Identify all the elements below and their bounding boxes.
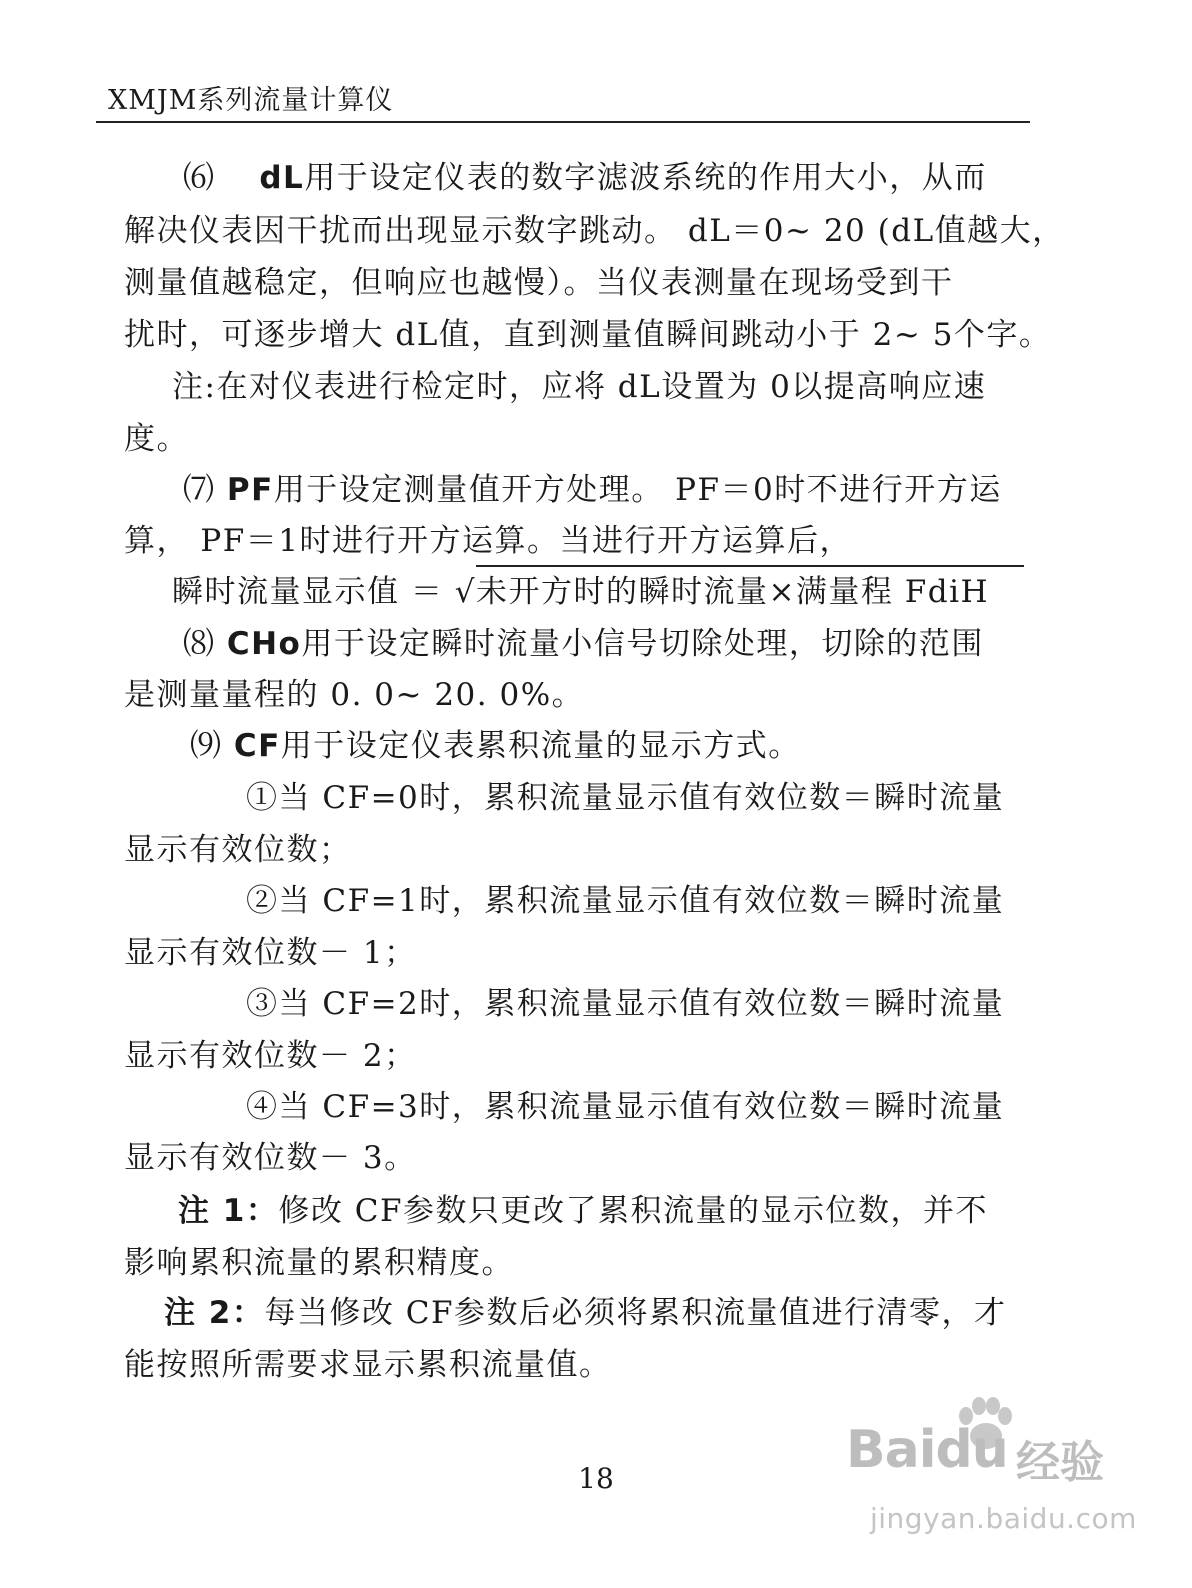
watermark-url: jingyan.baidu.com [870,1502,1137,1535]
text-run: ①当 CF=0时，累积流量显示值有效位数＝瞬时流量 [246,780,1005,816]
text-line [124,419,189,459]
text-line [246,778,1004,818]
bold-term: 注 1： [178,1193,279,1229]
bold-term: 注 2： [164,1295,265,1331]
text-line [246,881,1004,921]
text-run: ③当 CF=2时，累积流量显示值有效位数＝瞬时流量 [246,986,1005,1022]
text-run: ④当 CF=3时，累积流量显示值有效位数＝瞬时流量 [246,1089,1005,1125]
text-run: 每当修改 CF参数后必须将累积流量值进行清零，才 [264,1295,1007,1331]
text-line [183,470,1002,510]
text-line [183,158,987,198]
text-line [164,1293,1006,1333]
text-run: 显示有效位数－ 3。 [124,1140,417,1176]
text-run: ②当 CF=1时，累积流量显示值有效位数＝瞬时流量 [246,883,1005,919]
text-run: 显示有效位数； [124,832,352,868]
text-run: 修改 CF参数只更改了累积流量的显示位数，并不 [278,1193,988,1229]
text-run: 度。 [124,421,189,457]
text-line [124,521,852,561]
page-header-title: XMJM系列流量计算仪 [108,85,394,116]
text-line [124,675,584,715]
text-run: 用于设定仪表的数字滤波系统的作用大小，从而 [304,160,987,196]
watermark-logo: Baidu [846,1420,1008,1480]
text-run: ⑺ [183,472,227,508]
bold-term: dL [259,160,305,196]
text-line [124,1345,612,1385]
text-run: 能按照所需要求显示累积流量值。 [124,1347,612,1383]
text-line [124,315,1051,355]
bold-term: PF [226,472,274,508]
text-line [178,1191,988,1231]
text-run: 扰时，可逐步增大 dL值，直到测量值瞬间跳动小于 2~ 5个字。 [124,317,1052,353]
text-line [124,830,352,870]
text-line [124,211,1065,251]
text-run: 用于设定瞬时流量小信号切除处理，切除的范围 [301,626,984,662]
text-line [190,726,801,766]
bold-term: CHo [226,626,302,662]
text-line [183,624,984,664]
text-run: ⑹ [183,160,260,196]
text-run: ⑼ [190,728,234,764]
baidu-watermark [830,1392,1137,1562]
text-line [124,263,954,303]
text-run: 显示有效位数－ 2； [124,1038,417,1074]
text-line [246,1087,1004,1127]
page-number: 18 [578,1462,614,1495]
text-run: 测量值越稳定，但响应也越慢）。当仪表测量在现场受到干 [124,265,954,301]
text-run: 解决仪表因干扰而出现显示数字跳动。 dL＝0~ 20 (dL值越大， [124,213,1065,249]
bold-term: CF [233,728,281,764]
text-run: ⑻ [183,626,227,662]
text-run: 瞬时流量显示值 ＝ √未开方时的瞬时流量×满量程 FdiH [172,574,990,610]
text-line [172,572,989,612]
text-run: 显示有效位数－ 1； [124,935,417,971]
text-line [124,933,417,973]
text-run: 影响累积流量的累积精度。 [124,1245,514,1281]
text-line [124,1243,514,1283]
text-line [172,367,986,407]
text-run: 算， PF＝1时进行开方运算。当进行开方运算后， [124,523,852,559]
text-run: 用于设定测量值开方处理。 PF＝0时不进行开方运 [273,472,1002,508]
text-run: 用于设定仪表累积流量的显示方式。 [280,728,801,764]
watermark-label: 经验 [1016,1437,1104,1488]
text-run: 是测量量程的 0. 0~ 20. 0%。 [124,677,585,713]
sqrt-overline [476,565,1024,567]
text-line [124,1138,417,1178]
text-line [246,984,1004,1024]
text-line [124,1036,417,1076]
text-run: 注:在对仪表进行检定时，应将 dL设置为 0以提高响应速 [172,369,987,405]
header-rule [96,121,1030,123]
